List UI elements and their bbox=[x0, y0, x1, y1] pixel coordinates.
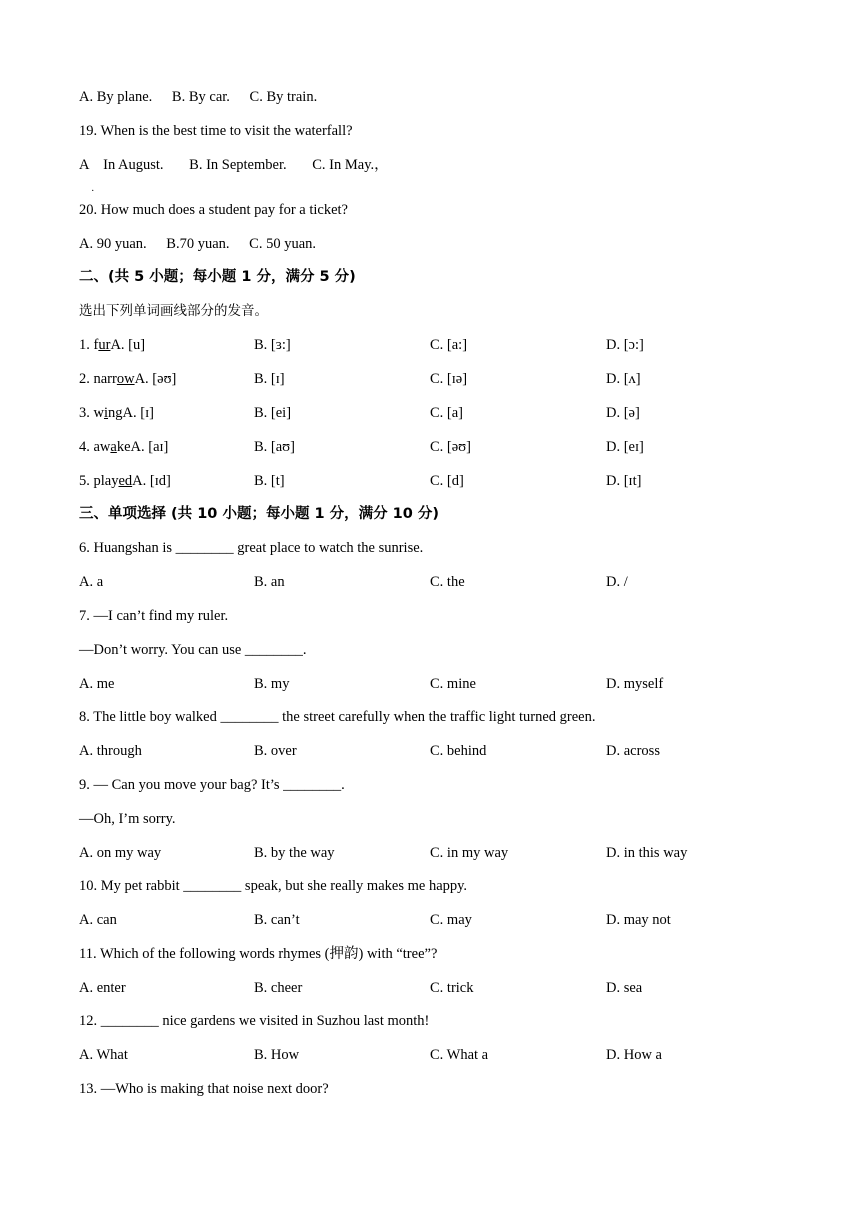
phonetic-q2-option-a: A. [əʊ] bbox=[134, 371, 177, 387]
q20-stem: 20. How much does a student pay for a ticket? bbox=[79, 202, 348, 218]
phonetic-q3-option-d: D. [ə] bbox=[606, 405, 640, 421]
q18-option-b: B. By car. bbox=[171, 89, 230, 105]
phonetic-q3-option-c: C. [a] bbox=[430, 405, 464, 421]
phonetic-q1-option-b: B. [ɜ:] bbox=[254, 337, 291, 353]
phonetic-q4-option-b: B. [aʊ] bbox=[254, 439, 295, 455]
phonetic-q4-option-d: D. [eɪ] bbox=[606, 439, 644, 455]
q10-option-d: D. may not bbox=[606, 912, 671, 928]
q8-option-c: C. behind bbox=[430, 743, 487, 759]
q6-option-b: B. an bbox=[254, 574, 285, 590]
q8-stem: 8. The little boy walked ________ the street carefully when the traffic light turned green. bbox=[79, 709, 596, 725]
phonetic-q5-underline: ed bbox=[118, 473, 133, 489]
q12-option-b: B. How bbox=[254, 1047, 300, 1063]
phonetic-q4-option-c: C. [əʊ] bbox=[430, 439, 471, 455]
q18-options bbox=[79, 88, 317, 106]
q20-options bbox=[79, 235, 316, 253]
q12-option-c: C. What a bbox=[430, 1047, 489, 1063]
section2-title: 二、(共 5 小题；每小题 1 分，满分 5 分) bbox=[79, 269, 356, 285]
q20-option-c: C. 50 yuan. bbox=[249, 236, 317, 252]
phonetic-q3-word: 3. wingA. [ɪ] bbox=[79, 405, 154, 421]
q7-option-a: A. me bbox=[79, 676, 115, 692]
phonetic-q5-option-c: C. [d] bbox=[430, 473, 464, 489]
q6-option-d: D. / bbox=[606, 574, 628, 590]
q8-option-a: A. through bbox=[79, 743, 142, 759]
phonetic-q3-underline: i bbox=[103, 405, 109, 421]
q7-stem-1: 7. —I can’t find my ruler. bbox=[79, 608, 229, 624]
q7-option-b: B. my bbox=[254, 676, 290, 692]
q12-option-d: D. How a bbox=[606, 1047, 662, 1063]
q19-option-b: B. In September. bbox=[189, 157, 287, 173]
phonetic-q1-option-d: D. [ɔ:] bbox=[606, 337, 644, 353]
phonetic-q3-option-a: A. [ɪ] bbox=[122, 405, 154, 421]
phonetic-q1-option-a: A. [u] bbox=[110, 337, 146, 353]
q6-stem: 6. Huangshan is ________ great place to watch the sunrise. bbox=[79, 540, 424, 556]
phonetic-q2-option-b: B. [ɪ] bbox=[254, 371, 285, 387]
phonetic-q2-word: 2. narrowA. [əʊ] bbox=[79, 371, 177, 387]
phonetic-q4-word: 4. awakeA. [aɪ] bbox=[79, 439, 169, 455]
phonetic-q1-underline: ur bbox=[98, 337, 111, 353]
q20-option-a: A. 90 yuan. bbox=[79, 236, 147, 252]
phonetic-q1-option-c: C. [a:] bbox=[430, 337, 468, 353]
phonetic-q4-option-a: A. [aɪ] bbox=[130, 439, 169, 455]
q10-stem: 10. My pet rabbit ________ speak, but she really makes me happy. bbox=[79, 878, 468, 894]
q9-option-b: B. by the way bbox=[254, 845, 335, 861]
q9-option-c: C. in my way bbox=[430, 845, 509, 861]
q11-option-c: C. trick bbox=[430, 980, 474, 996]
q20-option-b: B.70 yuan. bbox=[166, 236, 230, 252]
q11-option-d: D. sea bbox=[606, 980, 643, 996]
phonetic-q3-option-b: B. [ei] bbox=[254, 405, 292, 421]
q9-stem-2: —Oh, I’m sorry. bbox=[79, 811, 176, 827]
q7-stem-2: —Don’t worry. You can use ________. bbox=[79, 642, 307, 658]
phonetic-q2-option-d: D. [ʌ] bbox=[606, 371, 641, 387]
q19-options: A . In August. B. In September. C. In May.， bbox=[79, 157, 389, 194]
phonetic-q4-underline: a bbox=[110, 439, 117, 455]
q13-stem: 13. —Who is making that noise next door? bbox=[79, 1081, 329, 1097]
phonetic-q2-underline: ow bbox=[116, 371, 135, 387]
q19-option-a-letter: A bbox=[79, 157, 90, 173]
phonetic-q5-word: 5. playedA. [ɪd] bbox=[79, 473, 171, 489]
phonetic-q1-word: 1. furA. [u] bbox=[79, 337, 146, 353]
q19-option-a-text: In August. bbox=[103, 157, 164, 173]
q7-option-c: C. mine bbox=[430, 676, 476, 692]
q12-option-a: A. What bbox=[79, 1047, 128, 1063]
q9-option-d: D. in this way bbox=[606, 845, 688, 861]
q6-option-c: C. the bbox=[430, 574, 465, 590]
q11-option-a: A. enter bbox=[79, 980, 126, 996]
q7-option-d: D. myself bbox=[606, 676, 664, 692]
phonetic-q5-option-d: D. [ɪt] bbox=[606, 473, 642, 489]
q10-option-a: A. can bbox=[79, 912, 117, 928]
q8-option-b: B. over bbox=[254, 743, 297, 759]
q10-option-c: C. may bbox=[430, 912, 472, 928]
q19-stem: 19. When is the best time to visit the waterfall? bbox=[79, 123, 353, 139]
q12-stem: 12. ________ nice gardens we visited in Suzhou last month! bbox=[79, 1013, 430, 1029]
q10-option-b: B. can’t bbox=[254, 912, 300, 928]
q9-stem-1: 9. — Can you move your bag? It’s ________. bbox=[79, 777, 345, 793]
q11-stem: 11. Which of the following words rhymes (押韵) with “tree”? bbox=[79, 946, 438, 962]
q18-option-a: A. By plane. bbox=[79, 89, 153, 105]
section2-instruction: 选出下列单词画线部分的发音。 bbox=[79, 303, 268, 319]
phonetic-q5-option-a: A. [ɪd] bbox=[132, 473, 171, 489]
q18-option-c: C. By train. bbox=[249, 89, 318, 105]
q11-option-b: B. cheer bbox=[254, 980, 303, 996]
section3-title: 三、单项选择 (共 10 小题；每小题 1 分，满分 10 分) bbox=[79, 506, 440, 522]
q19-option-c: C. In May.， bbox=[312, 157, 389, 173]
q9-option-a: A. on my way bbox=[79, 845, 162, 861]
q8-option-d: D. across bbox=[606, 743, 660, 759]
q6-option-a: A. a bbox=[79, 574, 104, 590]
phonetic-q2-option-c: C. [ɪə] bbox=[430, 371, 468, 387]
phonetic-q5-option-b: B. [t] bbox=[254, 473, 285, 489]
